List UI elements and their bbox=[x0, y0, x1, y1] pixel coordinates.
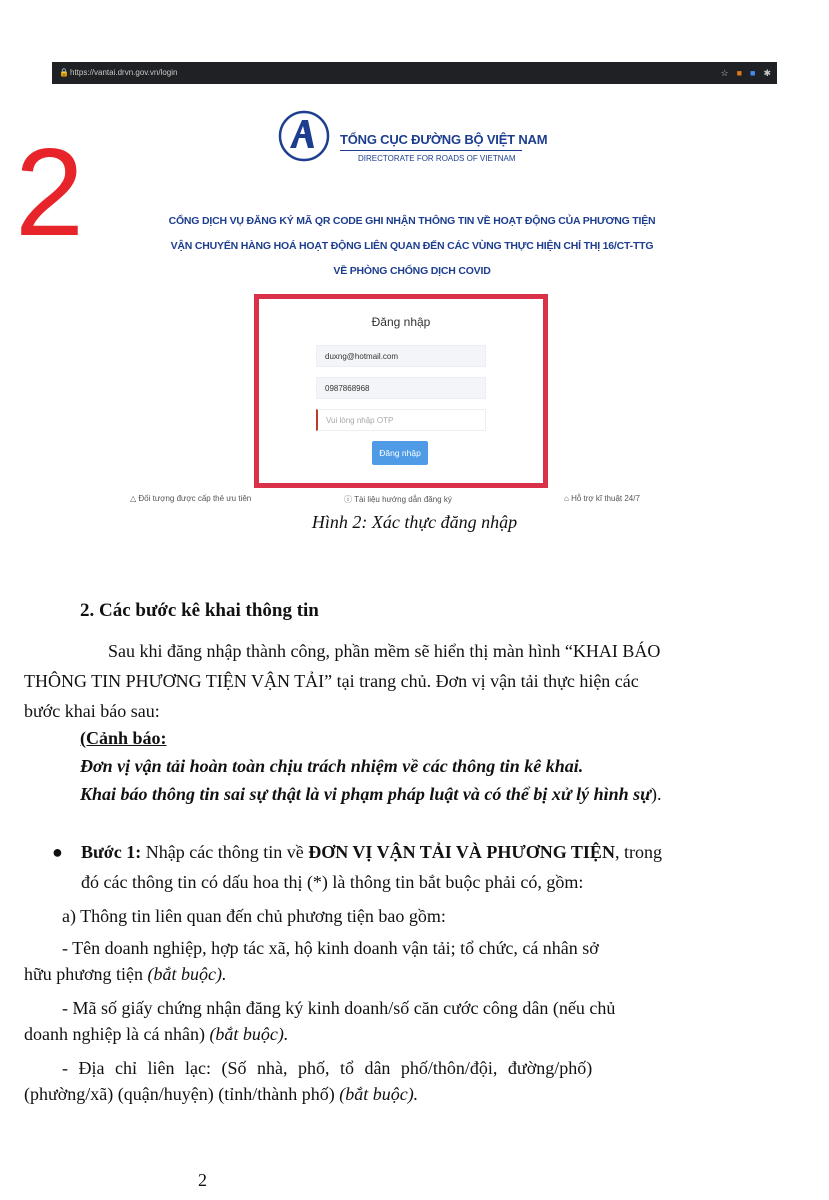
phone-field[interactable]: 0987868968 bbox=[316, 377, 486, 399]
home-icon: ⌂ bbox=[564, 494, 569, 503]
item-line: - Địa chỉ liên lạc: (Số nhà, phố, tổ dân phố/thôn/đội, đường/phố) bbox=[62, 1058, 593, 1078]
login-button[interactable]: Đăng nhập bbox=[372, 441, 428, 465]
portal-title bbox=[112, 209, 712, 284]
intro-line: Sau khi đăng nhập thành công, phần mềm sẽ hiển thị màn hình “KHAI BÁO bbox=[108, 641, 661, 661]
portal-title-line: VẬN CHUYỂN HÀNG HOÁ HOẠT ĐỘNG LIÊN QUAN ĐẾN CÁC VÙNG THỰC HIỆN CHỈ THỊ 16/CT-TTG bbox=[170, 240, 654, 252]
support-link[interactable]: ⌂ Hỗ trợ kĩ thuật 24/7 bbox=[564, 494, 640, 503]
browser-address-bar bbox=[52, 62, 777, 84]
warning-title: (Cảnh báo: bbox=[80, 728, 167, 748]
drvn-logo-icon bbox=[278, 110, 330, 162]
browser-url[interactable]: https://vantai.drvn.gov.vn/login bbox=[70, 68, 178, 77]
puzzle-extension-icon[interactable]: ✱ bbox=[763, 68, 771, 78]
guide-link[interactable]: ⓘ Tài liệu hướng dẫn đăng ký bbox=[344, 495, 452, 504]
bullet-icon: ● bbox=[52, 842, 63, 862]
intro-line: bước khai báo sau: bbox=[24, 701, 160, 721]
login-form bbox=[254, 294, 548, 488]
org-name-en: DIRECTORATE FOR ROADS OF VIETNAM bbox=[358, 154, 516, 163]
otp-input[interactable]: Vui lòng nhập OTP bbox=[316, 409, 486, 431]
portal-title-line: CỔNG DỊCH VỤ ĐĂNG KÝ MÃ QR CODE GHI NHẬN THÔNG TIN VỀ HOẠT ĐỘNG CỦA PHƯƠNG TIỆN bbox=[168, 215, 656, 227]
priority-link[interactable]: △ Đối tượng được cấp thẻ ưu tiên bbox=[130, 494, 252, 503]
question-icon: ⓘ bbox=[344, 495, 352, 504]
translate-extension-icon[interactable]: ■ bbox=[750, 68, 756, 78]
lock-icon: 🔒 bbox=[59, 68, 69, 77]
warning-line: Khai báo thông tin sai sự thật là vi phạm pháp luật và có thể bị xử lý hình sự). bbox=[80, 784, 662, 804]
section-heading: 2. Các bước kê khai thông tin bbox=[80, 600, 319, 621]
step1-line2: đó các thông tin có dấu hoa thị (*) là thông tin bắt buộc phải có, gồm: bbox=[81, 872, 584, 892]
step-number: 2 bbox=[15, 124, 84, 262]
org-divider bbox=[340, 150, 522, 151]
item-line: hữu phương tiện (bắt buộc). bbox=[24, 964, 227, 984]
org-name-vn: TỔNG CỤC ĐƯỜNG BỘ VIỆT NAM bbox=[340, 132, 548, 147]
star-icon[interactable]: ☆ bbox=[720, 68, 729, 78]
item-line: doanh nghiệp là cá nhân) (bắt buộc). bbox=[24, 1024, 289, 1044]
item-line: - Mã số giấy chứng nhận đăng ký kinh doanh/số căn cước công dân (nếu chủ bbox=[62, 998, 616, 1018]
page-number: 2 bbox=[198, 1170, 207, 1190]
intro-line: THÔNG TIN PHƯƠNG TIỆN VẬN TẢI” tại trang chủ. Đơn vị vận tải thực hiện các bbox=[24, 671, 639, 691]
portal-title-line: VỀ PHÒNG CHỐNG DỊCH COVID bbox=[333, 265, 491, 277]
road-icon: △ bbox=[130, 494, 137, 503]
login-screenshot bbox=[52, 62, 777, 520]
figure-caption: Hình 2: Xác thực đăng nhập bbox=[311, 512, 518, 532]
intro-paragraph bbox=[24, 636, 774, 726]
sub-heading-a: a) Thông tin liên quan đến chủ phương tiện bao gồm: bbox=[62, 906, 446, 926]
warning-line: Đơn vị vận tải hoàn toàn chịu trách nhiệm về các thông tin kê khai. bbox=[80, 756, 584, 776]
item-line: - Tên doanh nghiệp, hợp tác xã, hộ kinh doanh vận tải; tổ chức, cá nhân sở bbox=[62, 938, 599, 958]
step1-line: Bước 1: Nhập các thông tin về ĐƠN VỊ VẬN TẢI VÀ PHƯƠNG TIỆN, trong bbox=[81, 842, 662, 862]
item-line: (phường/xã) (quận/huyện) (tỉnh/thành phố) (bắt buộc). bbox=[24, 1084, 419, 1104]
login-title: Đăng nhập bbox=[371, 315, 431, 329]
email-field[interactable]: duxng@hotmail.com bbox=[316, 345, 486, 367]
fox-extension-icon[interactable]: ■ bbox=[736, 68, 743, 78]
